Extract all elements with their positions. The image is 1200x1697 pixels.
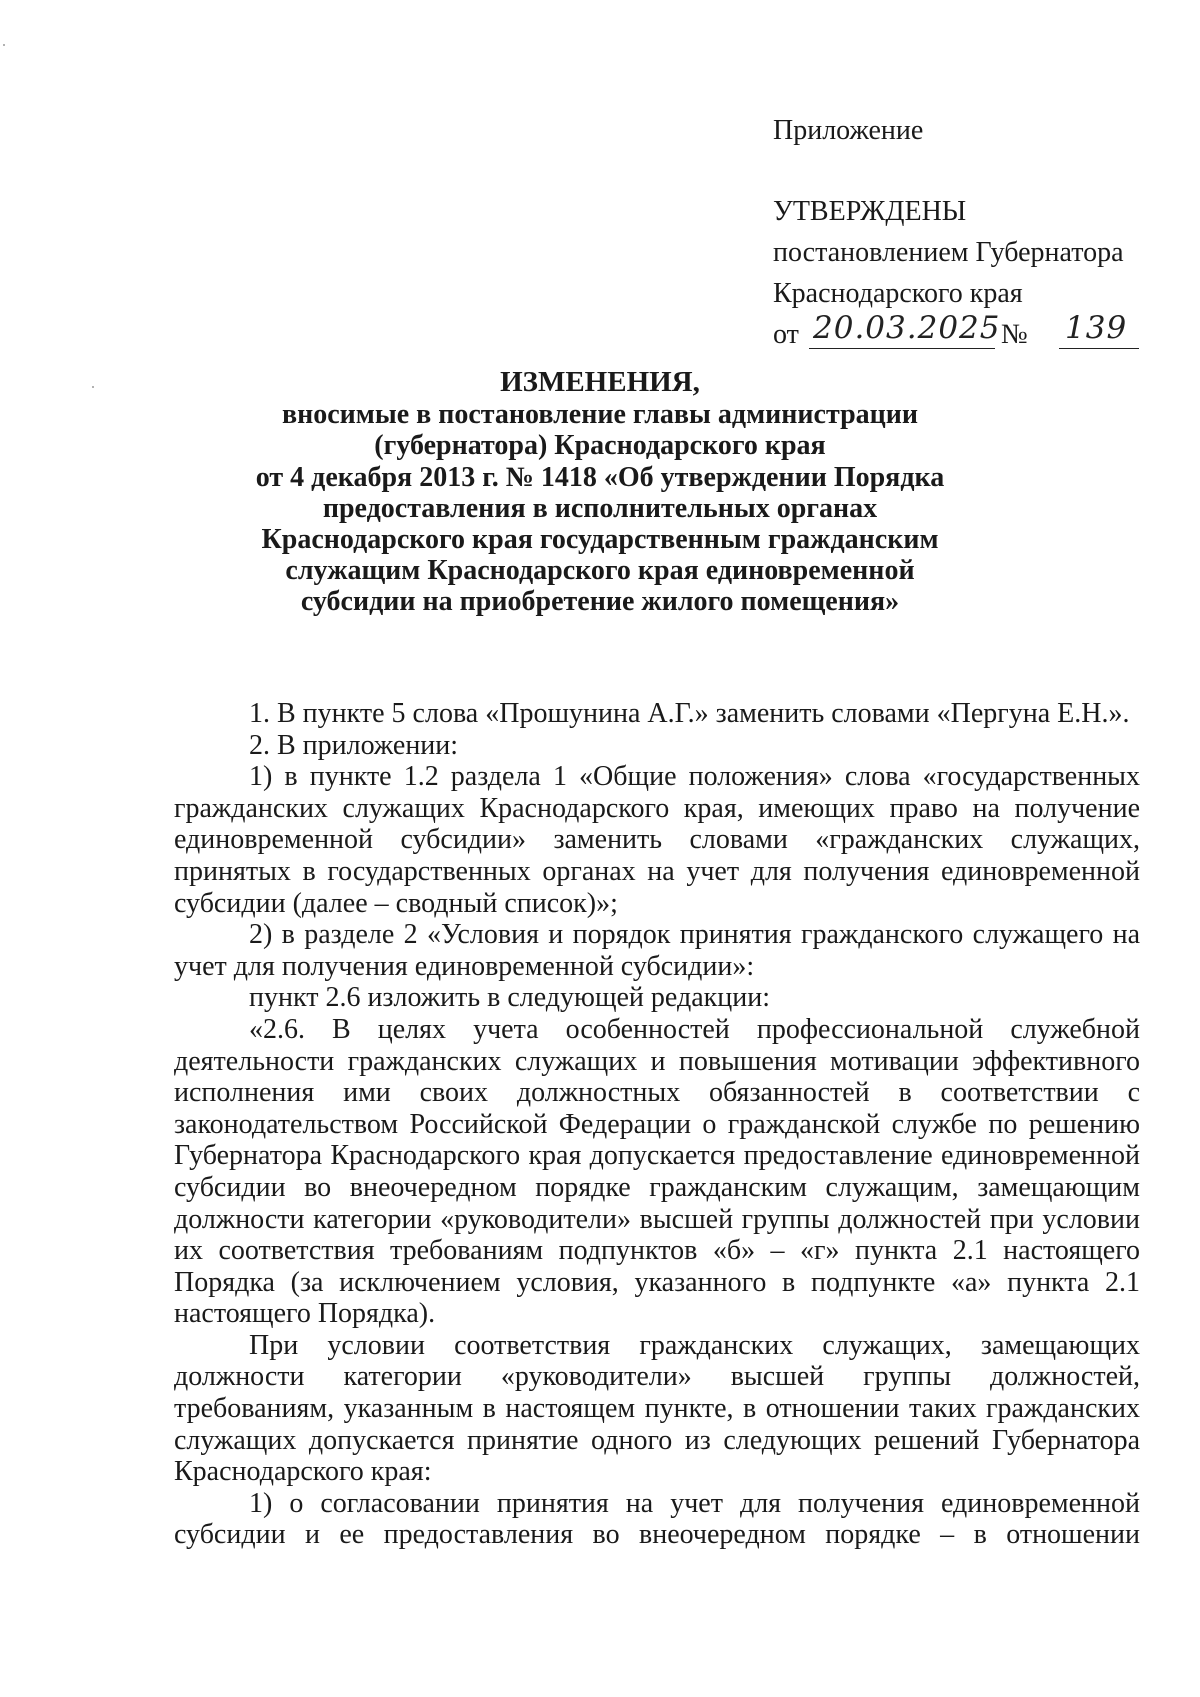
- handwritten-date: 20.03.2025: [813, 310, 1001, 346]
- date-underline: [809, 348, 995, 349]
- approval-block: [773, 110, 1173, 355]
- title-main: ИЗМЕНЕНИЯ,: [500, 366, 700, 398]
- title-line: субсидии на приобретение жилого помещения»: [300, 586, 900, 618]
- paragraph-3: 1) в пункте 1.2 раздела 1 «Общие положения» слова «государственных гражданских служащих Краснодарского края, имеющих право на получение единовременной субсидии» заменить словами «гражданских служащих, принятых в государственных органах на учет для получения единовременной субсидии (далее – сводный список)»;: [174, 761, 1140, 919]
- title-line: от 4 декабря 2013 г. № 1418 «Об утверждении Порядка: [255, 461, 945, 493]
- paragraph-5: пункт 2.6 изложить в следующей редакции:: [249, 982, 770, 1014]
- paragraph-7: При условии соответствия гражданских служащих, замещающих должности категории «руководители» высшей группы должностей, требованиям, указанным в настоящем пункте, в отношении таких гражданских служащих допускается принятие одного из следующих решений Губернатора Краснодарского края:: [174, 1329, 1140, 1488]
- title-line: вносимые в постановление главы администрации: [281, 399, 919, 431]
- paragraph-6: «2.6. В целях учета особенностей профессиональной служебной деятельности гражданских служащих и повышения мотивации эффективного исполнения ими своих должностных обязанностей в соответствии с законодательством Российской Федерации о гражданской службе по решению Губернатора Краснодарского края допускается предоставление единовременной субсидии во внеочередном порядке гражданским служащим, замещающим должности категории «руководители» высшей группы должностей при условии их соответствия требованиям подпунктов «б» – «г» пункта 2.1 настоящего Порядка (за исключением условия, указанного в подпункте «а» пункта 2.1 настоящего Порядка).: [174, 1013, 1140, 1330]
- approved-label: УТВЕРЖДЕНЫ: [773, 196, 967, 227]
- handwritten-number: 139: [1065, 310, 1128, 346]
- paragraph-4: 2) в разделе 2 «Условия и порядок принятия гражданского служащего на учет для получения единовременной субсидии»:: [174, 919, 1140, 982]
- appendix-label: Приложение: [773, 115, 924, 146]
- paragraph-1: 1. В пункте 5 слова «Прошунина А.Г.» заменить словами «Пергуна Е.Н.».: [249, 698, 1130, 729]
- decree-line-1: постановлением Губернатора: [773, 237, 1124, 268]
- number-underline: [1059, 348, 1139, 349]
- document-title: [200, 367, 1000, 618]
- number-sign: №: [1001, 319, 1028, 350]
- document-body: [174, 698, 1140, 1551]
- scan-speck: [3, 44, 5, 46]
- paragraph-8: 1) о согласовании принятия на учет для получения единовременной субсидии и ее предоставления во внеочередном порядке – в отношении: [174, 1487, 1140, 1551]
- title-line: Краснодарского края государственным гражданским: [261, 524, 939, 556]
- date-number-line: [773, 310, 1173, 355]
- title-line: предоставления в исполнительных органах: [322, 492, 878, 524]
- paragraph-2: 2. В приложении:: [249, 729, 459, 761]
- date-prefix: от: [773, 319, 799, 350]
- title-line: (губернатора) Краснодарского края: [374, 430, 826, 462]
- title-line: служащим Краснодарского края единовременной: [285, 555, 915, 587]
- decree-line-2: Краснодарского края: [773, 278, 1023, 309]
- scan-speck: [92, 386, 94, 388]
